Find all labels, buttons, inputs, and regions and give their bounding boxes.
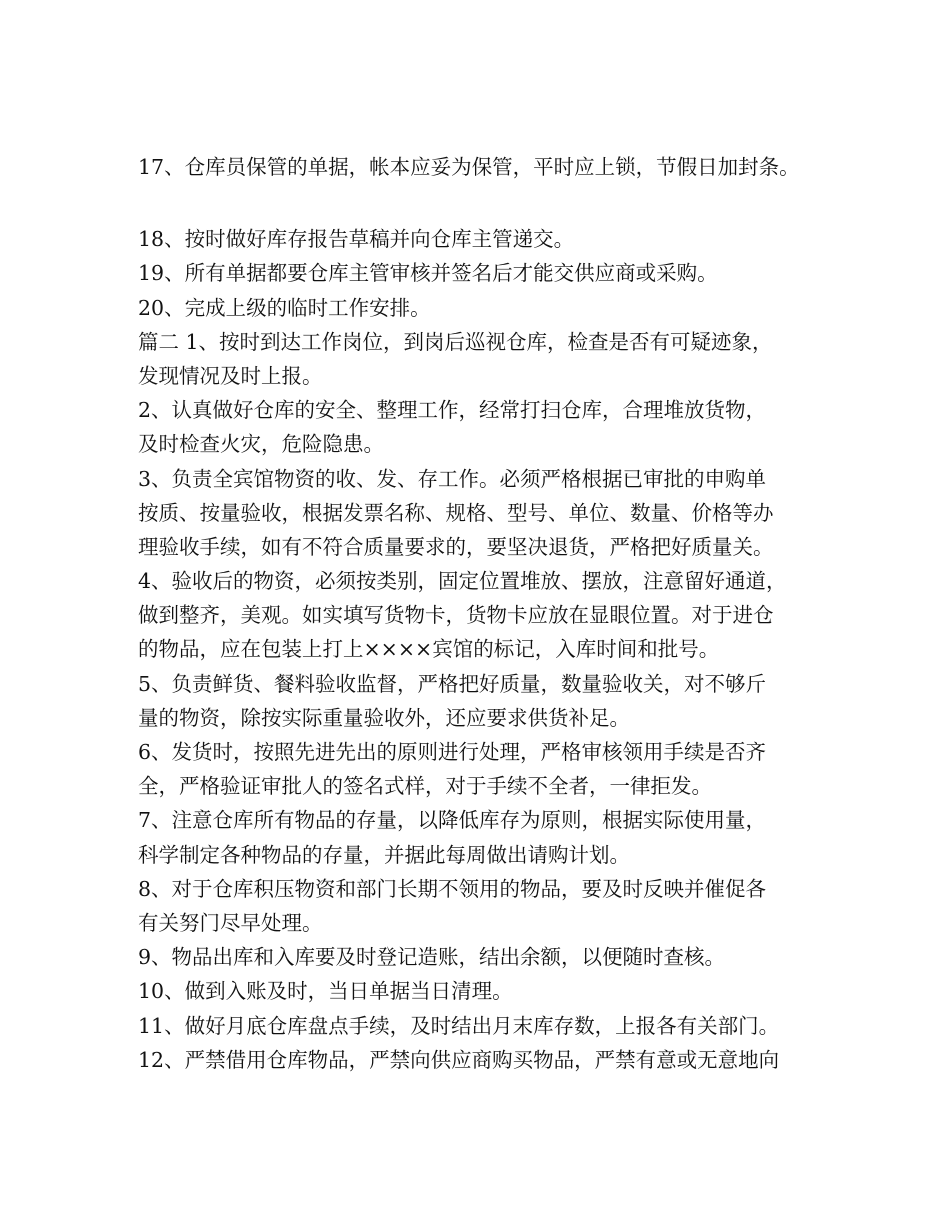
paragraph-line: 3、负责全宾馆物资的收、发、存工作。必须严格根据已审批的申购单 [138,466,767,491]
paragraph-line: 12、严禁借用仓库物品，严禁向供应商购买物品，严禁有意或无意地向 [138,1047,780,1072]
paragraph-line: 有关努门尽早处理。 [138,910,323,935]
paragraph-line: 做到整齐，美观。如实填写货物卡，货物卡应放在显眼位置。对于进仓 [138,603,774,628]
paragraph-line: 11、做好月底仓库盘点手续，及时结出月末库存数，上报各有关部门。 [138,1013,780,1038]
paragraph-line: 按质、按量验收，根据发票名称、规格、型号、单位、数量、价格等办 [138,500,774,525]
paragraph-line: 17、仓库员保管的单据，帐本应妥为保管，平时应上锁，节假日加封条。 [138,155,800,179]
paragraph-line: 10、做到入账及时，当日单据当日清理。 [138,979,513,1004]
paragraph-line: 的物品，应在包装上打上××××宾馆的标记，入库时间和批号。 [138,637,720,662]
paragraph-line: 19、所有单据都要仓库主管审核并签名后才能交供应商或采购。 [138,261,718,286]
paragraph-line: 篇二 1、按时到达工作岗位，到岗后巡视仓库，检查是否有可疑迹象， [138,329,773,354]
paragraph-gap [138,184,838,222]
paragraph-line: 20、完成上级的临时工作安排。 [138,295,431,320]
paragraph-line: 全，严格验证审批人的签名式样，对于手续不全者，一律拒发。 [138,774,712,799]
paragraph-line: 4、验收后的物资，必须按类别，固定位置堆放、摆放，注意留好通道， [138,569,787,594]
paragraph-line: 发现情况及时上报。 [138,363,323,388]
paragraph-line: 2、认真做好仓库的安全、整理工作，经常打扫仓库，合理堆放货物， [138,398,767,423]
paragraph-line: 科学制定各种物品的存量，并据此每周做出请购计划。 [138,842,630,867]
paragraph-line: 7、注意仓库所有物品的存量，以降低库存为原则，根据实际使用量， [138,808,767,833]
paragraph-line: 18、按时做好库存报告草稿并向仓库主管递交。 [138,227,575,252]
paragraph-line: 理验收手续，如有不符合质量要求的，要坚决退货，严格把好质量关。 [138,534,774,559]
paragraph-line: 量的物资，除按实际重量验收外，还应要求供货补足。 [138,705,630,730]
paragraph-line: 及时检查火灾，危险隐患。 [138,432,384,457]
paragraph-line: 8、对于仓库积压物资和部门长期不领用的物品，要及时反映并催促各 [138,876,767,901]
paragraph-line: 6、发货时，按照先进先出的原则进行处理，严格审核领用手续是否齐 [138,740,767,764]
paragraph-line: 5、负责鲜货、餐料验收监督，严格把好质量，数量验收关，对不够斤 [138,671,767,696]
document-body [138,150,838,1077]
paragraph-line: 9、物品出库和入库要及时登记造账，结出余额，以便随时查核。 [138,945,726,970]
